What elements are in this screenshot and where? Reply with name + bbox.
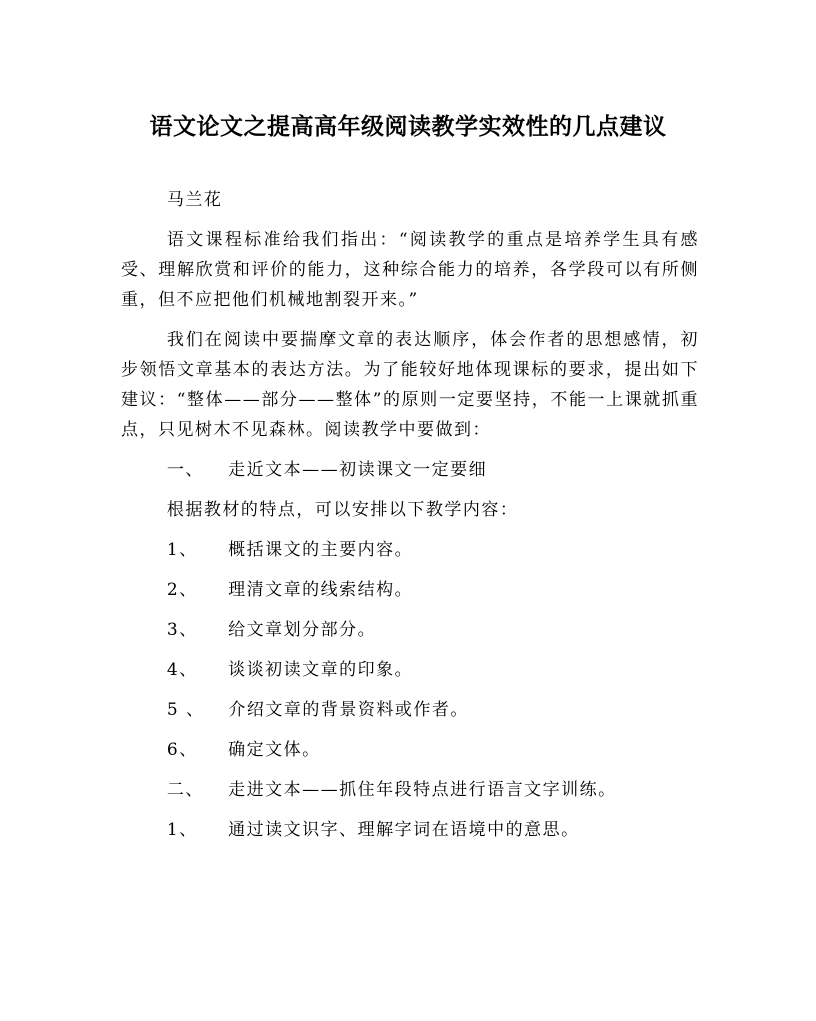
list-item (121, 575, 699, 605)
section-number: 一、 (166, 460, 204, 480)
list-item-number: 1、 (166, 820, 198, 840)
list-item-number: 5 、 (166, 700, 205, 720)
list-item-number: 1、 (166, 540, 198, 560)
section-intro: 根据教材的特点，可以安排以下教学内容： (166, 500, 519, 520)
list-item (121, 695, 699, 725)
list-item-number: 3、 (166, 620, 198, 640)
document-body (121, 185, 699, 855)
document-title: 语文论文之提高高年级阅读教学实效性的几点建议 (149, 113, 667, 140)
list-item-text: 谈谈初读文章的印象。 (228, 660, 414, 680)
author-name: 马兰花 (166, 190, 223, 210)
section-heading (121, 775, 699, 805)
list-item (121, 655, 699, 685)
section-number: 二、 (166, 780, 204, 800)
list-item (121, 535, 699, 565)
list-item-number: 6、 (166, 740, 198, 760)
list-item-text: 介绍文章的背景资料或作者。 (228, 700, 469, 720)
list-item (121, 615, 699, 645)
section-heading-text: 走近文本——初读课文一定要细 (228, 460, 488, 480)
section-heading (121, 455, 699, 485)
list-item-text: 确定文体。 (228, 740, 321, 760)
list-item-text: 通过读文识字、理解字词在语境中的意思。 (228, 820, 580, 840)
list-item (121, 815, 699, 845)
list-item-text: 概括课文的主要内容。 (228, 540, 414, 560)
paragraph: 我们在阅读中要揣摩文章的表达顺序，体会作者的思想感情，初步领悟文章基本的表达方法。为了能较好地体现课标的要求，提出如下建议：“整体——部分——整体”的原则一定要坚持，不能一上课就抓重点，只见树木不见森林。阅读教学中要做到： (121, 330, 699, 440)
list-item-text: 给文章划分部分。 (228, 620, 377, 640)
section-heading-text: 走进文本——抓住年段特点进行语言文字训练。 (228, 780, 617, 800)
list-item (121, 735, 699, 765)
list-item-number: 4、 (166, 660, 198, 680)
paragraph: 语文课程标准给我们指出：“阅读教学的重点是培养学生具有感受、理解欣赏和评价的能力，这种综合能力的培养，各学段可以有所侧重，但不应把他们机械地割裂开来。” (121, 230, 699, 310)
list-item-text: 理清文章的线索结构。 (228, 580, 414, 600)
list-item-number: 2、 (166, 580, 198, 600)
